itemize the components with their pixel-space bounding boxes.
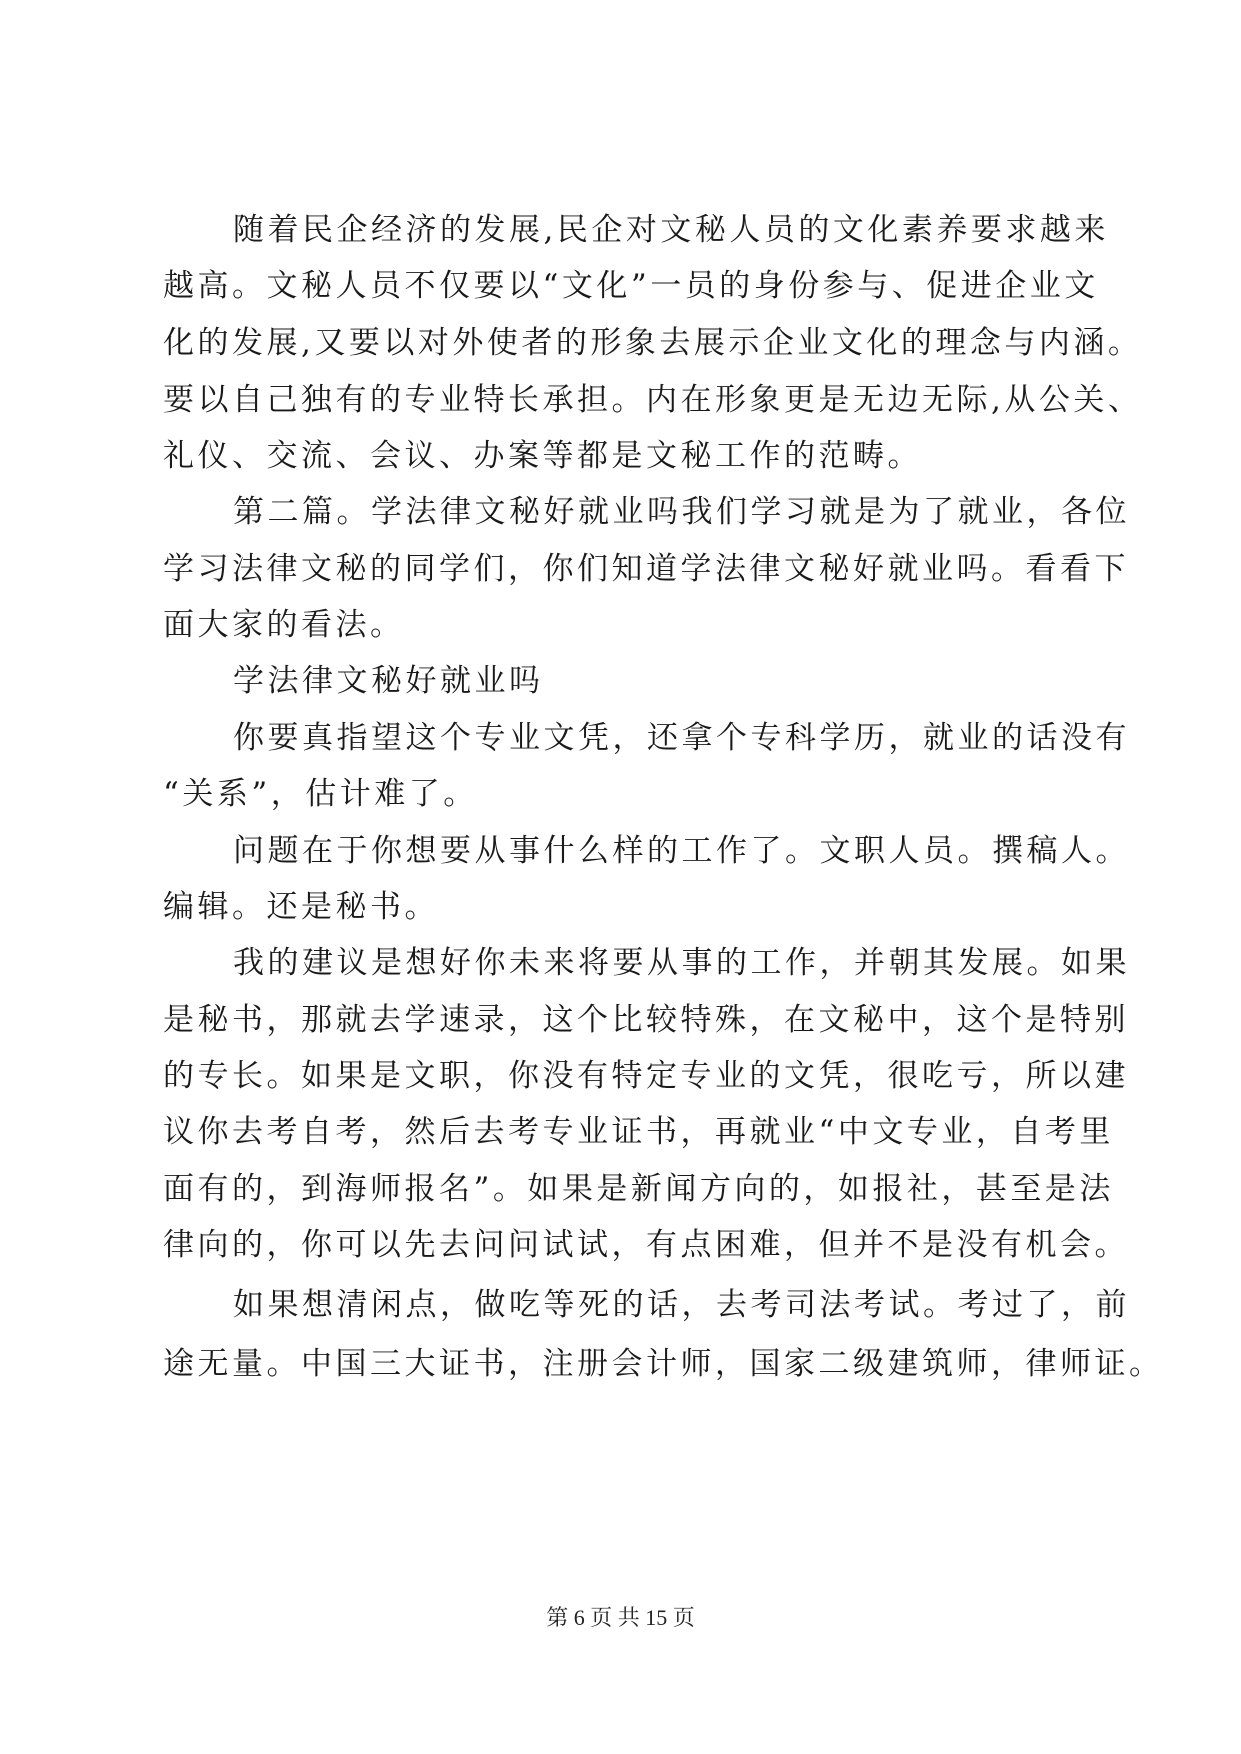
paragraph-line: 是秘书，那就去学速录，这个比较特殊，在文秘中，这个是特别 xyxy=(163,1002,1129,1038)
paragraph-line: 你要真指望这个专业文凭，还拿个专科学历，就业的话没有 xyxy=(233,720,1130,756)
page-number-footer: 第 6 页 共 15 页 xyxy=(546,1605,695,1630)
section-heading: 学法律文秘好就业吗 xyxy=(233,663,544,699)
paragraph-line: 随着民企经济的发展,民企对文秘人员的文化素养要求越来 xyxy=(233,212,1109,248)
paragraph-line: 化的发展,又要以对外使者的形象去展示企业文化的理念与内涵。 xyxy=(163,325,1143,361)
paragraph-line: 要以自己独有的专业特长承担。内在形象更是无边无际,从公关、 xyxy=(163,382,1143,418)
paragraph-line: 问题在于你想要从事什么样的工作了。文职人员。撰稿人。 xyxy=(233,833,1130,869)
paragraph-line: 学习法律文秘的同学们，你们知道学法律文秘好就业吗。看看下 xyxy=(163,551,1129,587)
paragraph-line: 我的建议是想好你未来将要从事的工作，并朝其发展。如果 xyxy=(233,945,1130,981)
paragraph-line: 编辑。还是秘书。 xyxy=(163,889,439,925)
paragraph-line: 的专长。如果是文职，你没有特定专业的文凭，很吃亏，所以建 xyxy=(163,1058,1129,1094)
paragraph-line: 议你去考自考，然后去考专业证书，再就业“中文专业，自考里 xyxy=(163,1114,1114,1150)
paragraph-line: 如果想清闲点，做吃等死的话，去考司法考试。考过了，前 xyxy=(233,1287,1130,1323)
paragraph-line: 礼仪、交流、会议、办案等都是文秘工作的范畴。 xyxy=(163,438,922,474)
paragraph-line: 律向的，你可以先去问问试试，有点困难，但并不是没有机会。 xyxy=(163,1227,1129,1263)
paragraph-line: 越高。文秘人员不仅要以“文化”一员的身份参与、促进企业文 xyxy=(163,268,1099,304)
paragraph-line: “关系”，估计难了。 xyxy=(163,776,478,812)
paragraph-line: 途无量。中国三大证书，注册会计师，国家二级建筑师，律师证。 xyxy=(163,1346,1164,1382)
paragraph-line: 面有的，到海师报名”。如果是新闻方向的，如报社，甚至是法 xyxy=(163,1171,1114,1207)
paragraph-line: 第二篇。学法律文秘好就业吗我们学习就是为了就业，各位 xyxy=(233,494,1130,530)
paragraph-line: 面大家的看法。 xyxy=(163,607,405,643)
